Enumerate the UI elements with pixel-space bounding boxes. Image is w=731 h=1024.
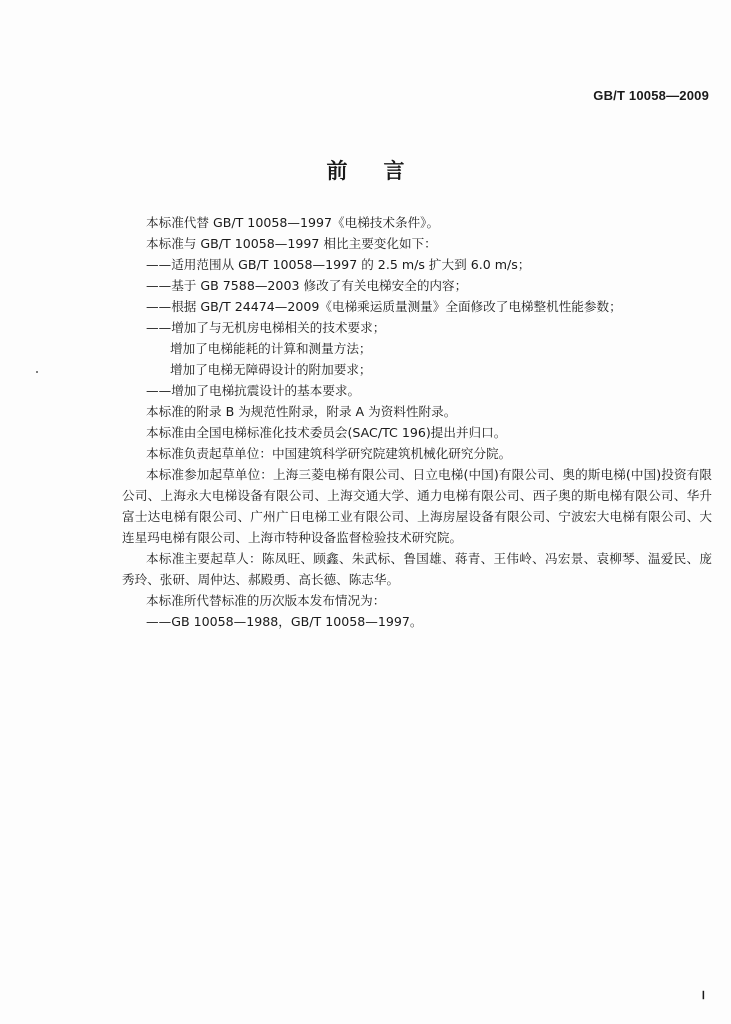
paragraph-main-drafters: 本标准主要起草人：陈凤旺、顾鑫、朱武标、鲁国雄、蒋青、王伟岭、冯宏景、袁柳琴、温爱民、庞秀玲、张研、周仲达、郝殿勇、高长德、陈志华。 (122, 551, 712, 587)
change-item-seismic: ——增加了电梯抗震设计的基本要求。 (146, 383, 361, 398)
change-item-performance: ——根据 GB/T 24474—2009《电梯乘运质量测量》全面修改了电梯整机性能参数； (146, 299, 622, 314)
change-item-mrl: ——增加了与无机房电梯相关的技术要求； (146, 320, 386, 335)
paragraph-changes-intro: 本标准与 GB/T 10058—1997 相比主要变化如下： (146, 236, 437, 251)
page-title: 前言 (326, 159, 441, 183)
paragraph-history-intro: 本标准所代替标准的历次版本发布情况为： (146, 593, 386, 608)
paragraph-annexes: 本标准的附录 B 为规范性附录，附录 A 为资料性附录。 (146, 404, 457, 419)
paragraph-participating-units: 本标准参加起草单位：上海三菱电梯有限公司、日立电梯(中国)有限公司、奥的斯电梯(中国)投资有限公司、上海永大电梯设备有限公司、上海交通大学、通力电梯有限公司、西子奥的斯电梯有限公司、华升富士达电梯有限公司、广州广日电梯工业有限公司、上海房屋设备有限公司、宁波宏大电梯有限公司、大连星玛电梯有限公司、上海市特种设备监督检验技术研究院。 (122, 467, 712, 545)
change-item-accessibility: 增加了电梯无障碍设计的附加要求； (170, 362, 372, 377)
paragraph-proposer: 本标准由全国电梯标准化技术委员会(SAC/TC 196)提出并归口。 (146, 425, 507, 440)
scan-speck (36, 371, 38, 373)
page-number: Ⅰ (701, 990, 705, 1002)
change-item-scope: ——适用范围从 GB/T 10058—1997 的 2.5 m/s 扩大到 6.0 m/s； (146, 257, 531, 272)
paragraph-replaces: 本标准代替 GB/T 10058—1997《电梯技术条件》。 (146, 215, 440, 230)
preface-body (122, 212, 712, 632)
change-item-energy: 增加了电梯能耗的计算和测量方法； (170, 341, 372, 356)
paragraph-history-versions: ——GB 10058—1988，GB/T 10058—1997。 (146, 614, 423, 629)
standard-code: GB/T 10058—2009 (593, 88, 709, 103)
change-item-safety: ——基于 GB 7588—2003 修改了有关电梯安全的内容； (146, 278, 468, 293)
paragraph-lead-drafter: 本标准负责起草单位：中国建筑科学研究院建筑机械化研究分院。 (146, 446, 512, 461)
